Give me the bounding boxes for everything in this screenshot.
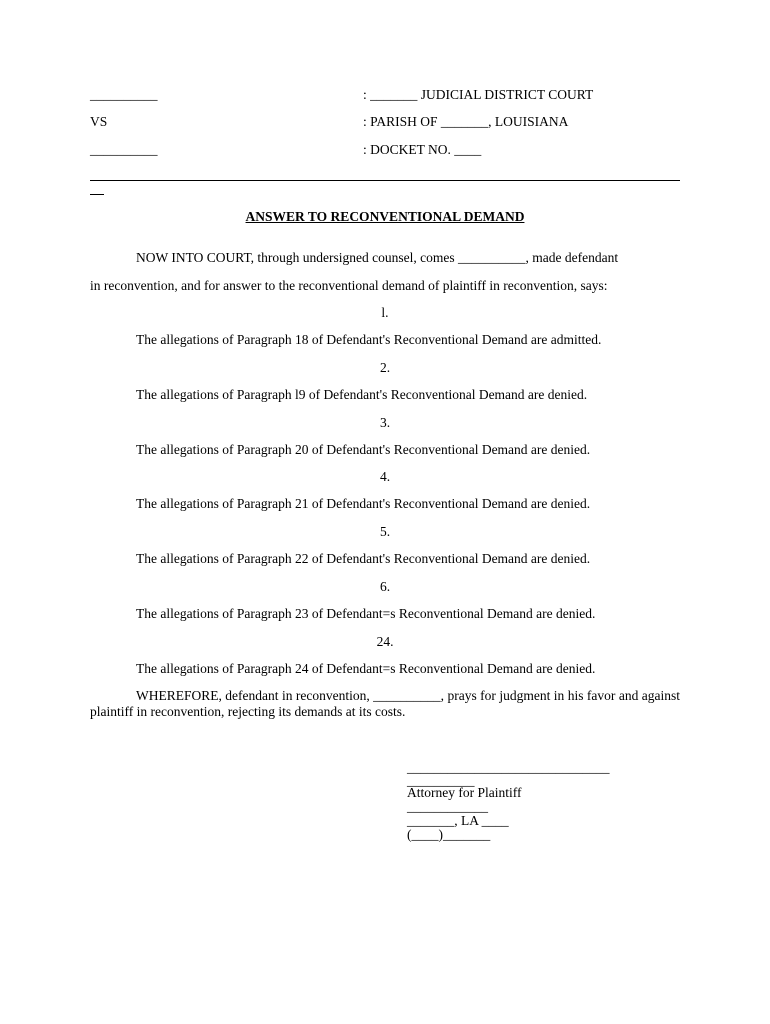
paragraph-number: 6. — [379, 579, 391, 594]
paragraph-number: 24. — [376, 634, 394, 649]
signature-city: _______, LA ____ — [407, 813, 509, 828]
caption-left-vs: VS — [90, 114, 108, 129]
paragraph-number: l. — [381, 305, 389, 320]
intro-line-1: NOW INTO COURT, through undersigned counsel, comes __________, made defendant — [136, 250, 619, 265]
caption-divider-tail — [90, 194, 104, 195]
wherefore-clause: WHEREFORE, defendant in reconvention, __________, prays for judgment in his favor and against plaintiff in reconvention, rejecting its demands at its costs. — [90, 688, 680, 719]
signature-line-2: __________ — [407, 773, 475, 788]
paragraph-text: The allegations of Paragraph 23 of Defendant=s Reconventional Demand are denied. — [136, 606, 596, 621]
paragraph-text: The allegations of Paragraph 24 of Defendant=s Reconventional Demand are denied. — [136, 661, 596, 676]
paragraph-number: 3. — [379, 415, 391, 430]
document-title: ANSWER TO RECONVENTIONAL DEMAND — [245, 209, 525, 224]
paragraph-number: 2. — [379, 360, 391, 375]
paragraph-number: 5. — [379, 524, 391, 539]
caption-divider — [90, 180, 680, 181]
caption-left-1: __________ — [90, 87, 158, 102]
paragraph-text: The allegations of Paragraph 22 of Defendant's Reconventional Demand are denied. — [136, 551, 591, 566]
paragraph-text: The allegations of Paragraph 20 of Defendant's Reconventional Demand are denied. — [136, 442, 591, 457]
caption-right-court: : _______ JUDICIAL DISTRICT COURT — [363, 87, 594, 102]
paragraph-text: The allegations of Paragraph 18 of Defendant's Reconventional Demand are admitted. — [136, 332, 602, 347]
signature-line: ______________________________ — [407, 760, 610, 775]
paragraph-text: The allegations of Paragraph 21 of Defendant's Reconventional Demand are denied. — [136, 496, 591, 511]
signature-line-3: ____________ — [407, 799, 488, 814]
caption-right-parish: : PARISH OF _______, LOUISIANA — [363, 114, 569, 129]
signature-phone: (____)_______ — [407, 827, 491, 842]
caption-right-docket: : DOCKET NO. ____ — [363, 142, 482, 157]
paragraph-text: The allegations of Paragraph l9 of Defendant's Reconventional Demand are denied. — [136, 387, 588, 402]
signature-role: Attorney for Plaintiff — [407, 785, 522, 800]
caption-left-3: __________ — [90, 142, 158, 157]
paragraph-number: 4. — [379, 469, 391, 484]
intro-line-2: in reconvention, and for answer to the reconventional demand of plaintiff in reconvention, says: — [90, 278, 608, 293]
